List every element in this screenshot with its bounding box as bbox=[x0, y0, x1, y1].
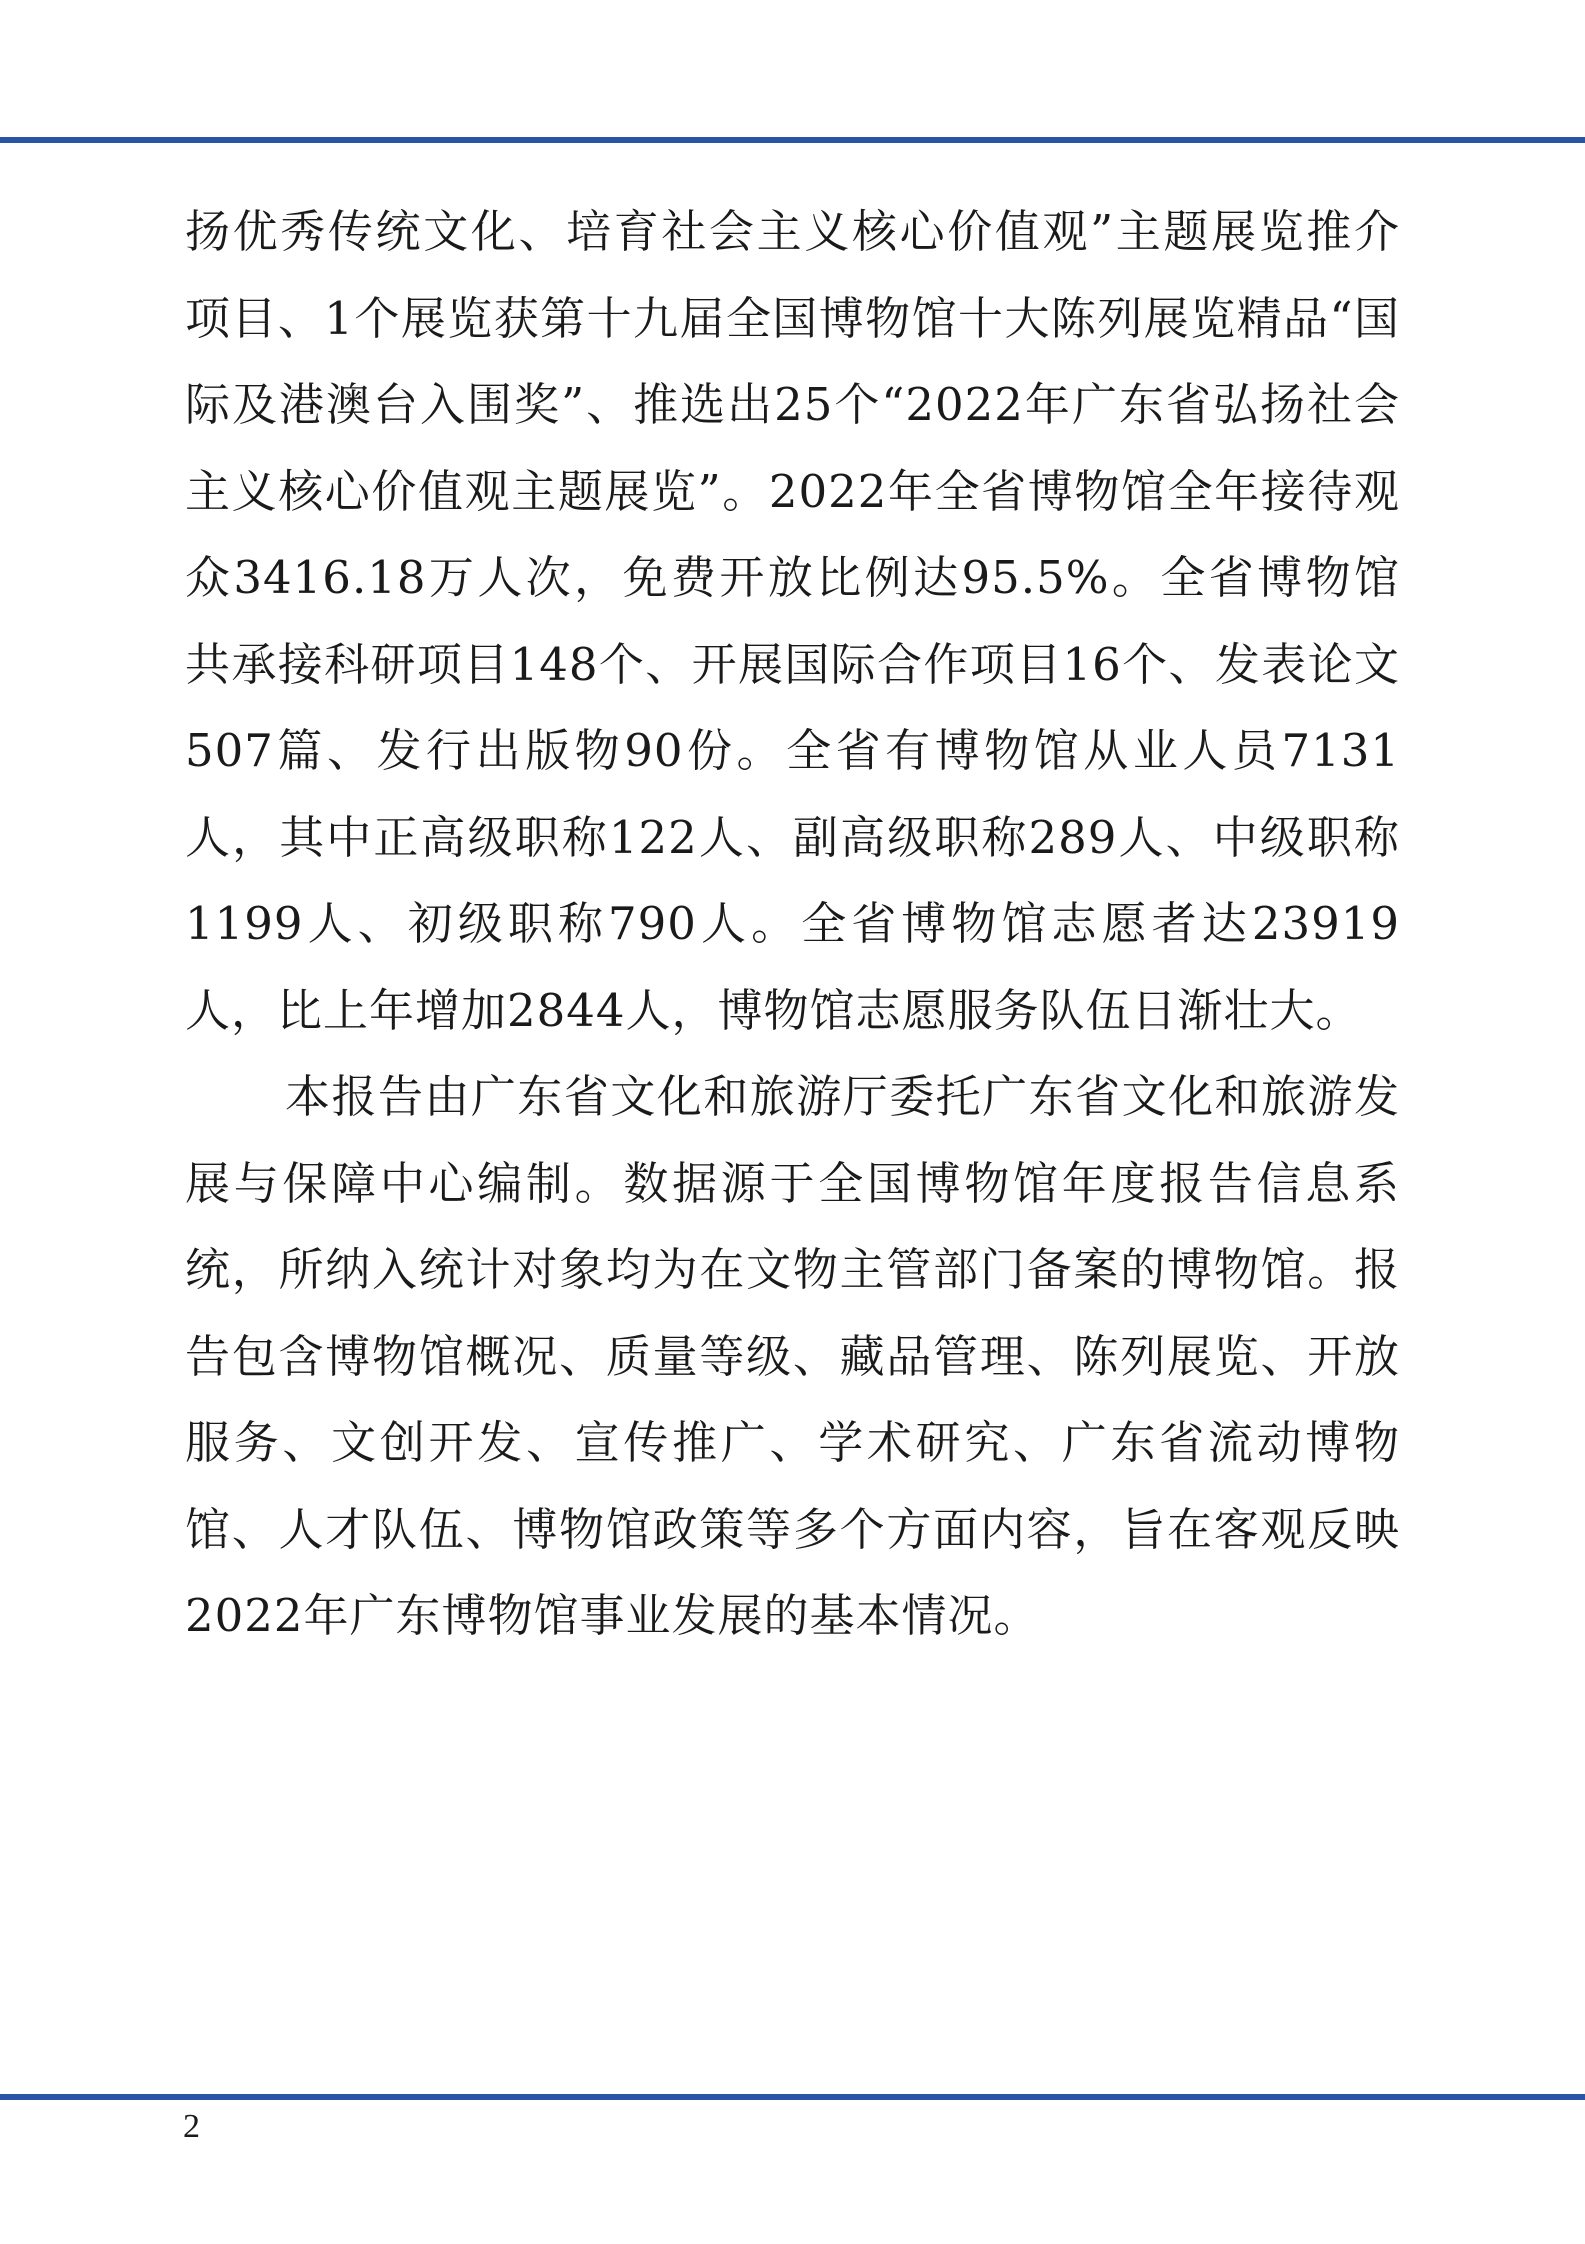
body-paragraph-2: 本报告由广东省文化和旅游厅委托广东省文化和旅游发展与保障中心编制。数据源于全国博物馆年度报告信息系统，所纳入统计对象均为在文物主管部门备案的博物馆。报告包含博物馆概况、质量等级、藏品管理、陈列展览、开放服务、文创开发、宣传推广、学术研究、广东省流动博物馆、人才队伍、博物馆政策等多个方面内容，旨在客观反映2022年广东博物馆事业发展的基本情况。 bbox=[185, 1070, 1400, 1642]
footer-rule bbox=[0, 2094, 1585, 2100]
page-number: 2 bbox=[183, 2108, 200, 2145]
body-paragraph-1: 扬优秀传统文化、培育社会主义核心价值观”主题展览推介项目、1个展览获第十九届全国博物馆十大陈列展览精品“国际及港澳台入围奖”、推选出25个“2022年广东省弘扬社会主义核心价值观主题展览”。2022年全省博物馆全年接待观众3416.18万人次，免费开放比例达95.5%。全省博物馆共承接科研项目148个、开展国际合作项目16个、发表论文507篇、发行出版物90份。全省有博物馆从业人员7131人，其中正高级职称122人、副高级职称289人、中级职称1199人、初级职称790人。全省博物馆志愿者达23919人，比上年增加2844人，博物馆志愿服务队伍日渐壮大。 bbox=[185, 205, 1400, 1037]
page-body bbox=[185, 189, 1400, 1660]
header-rule bbox=[0, 137, 1585, 143]
